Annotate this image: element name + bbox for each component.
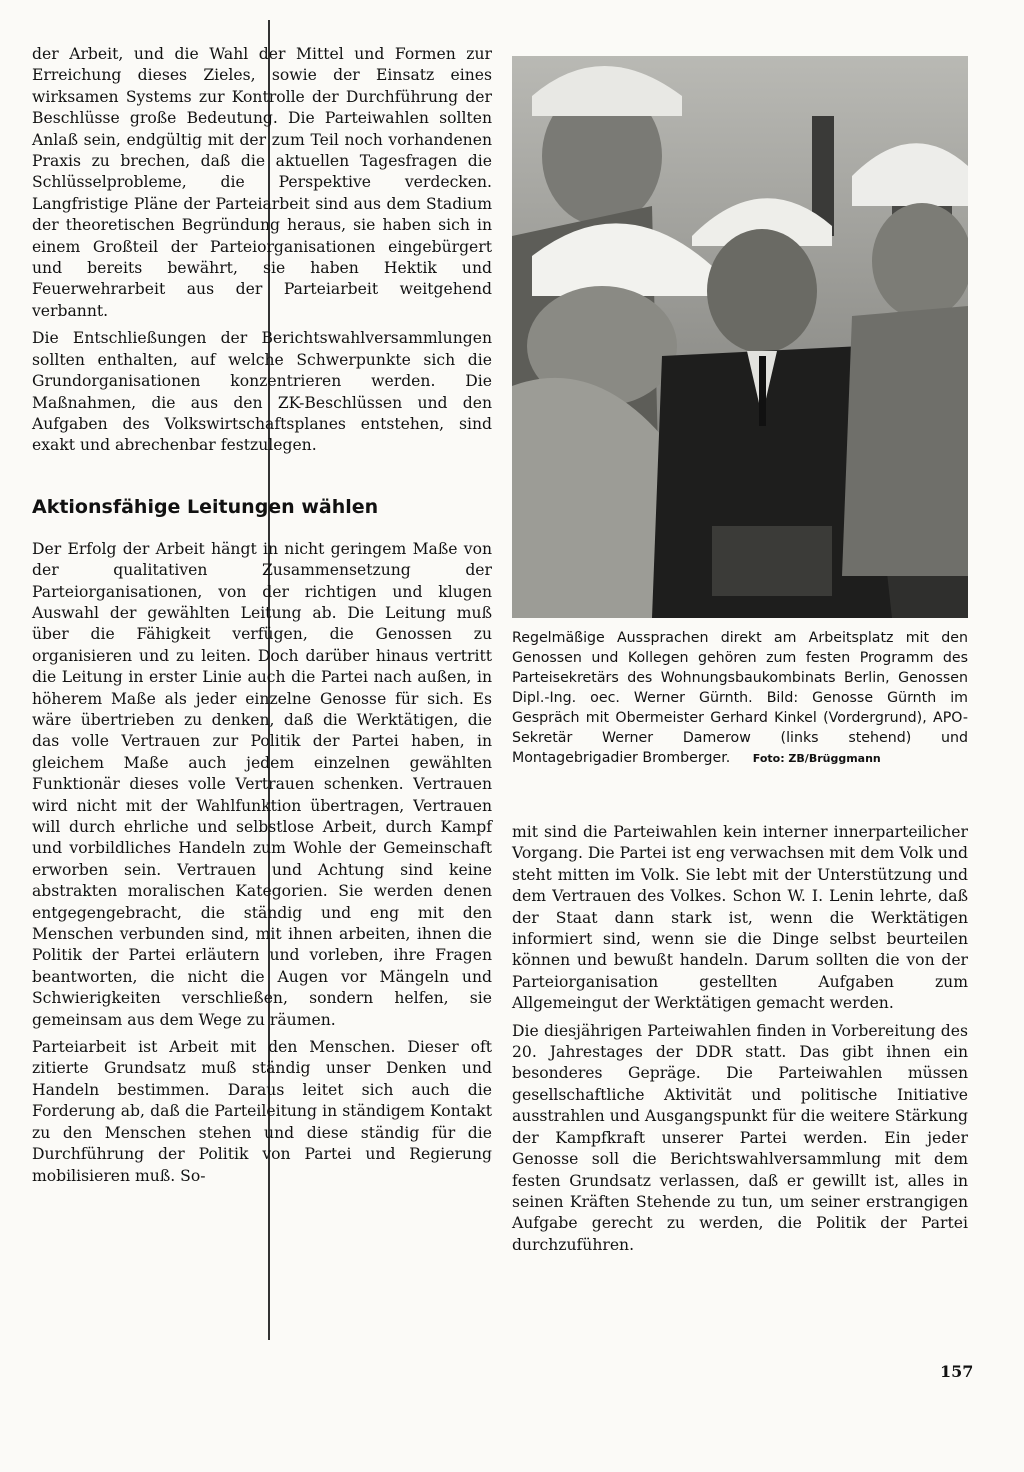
left-column [32,44,492,1193]
photo-caption [512,628,968,769]
paragraph: Der Erfolg der Arbeit hängt in nicht geringem Maße von der qualitativen Zusammensetzung der Parteiorganisationen, von der richtigen und klugen Auswahl der gewählten Leitung ab. Die Leitung muß über die Fähigkeit verfügen, die Genossen zu organisieren und zu leiten. Doch darüber hinaus vertritt die Leitung in erster Linie auch die Partei nach außen, in höherem Maße als jeder einzelne Genosse für sich. Es wäre übertrieben zu denken, daß die Werktätigen, die das volle Vertrauen zur Politik der Partei haben, in gleichem Maße auch jedem einzelnen gewählten Funktionär dieses volle Vertrauen schenken. Vertrauen wird nicht mit der Wahlfunktion übertragen, Vertrauen will durch ehrliche und selbstlose Arbeit, durch Kampf und vorbildliches Handeln zum Wohle der Gemeinschaft erworben sein. Vertrauen und Achtung sind keine abstrakten moralischen Kategorien. Sie werden denen entgegengebracht, die ständig und eng mit den Menschen verbunden sind, mit ihnen arbeiten, ihnen die Politik der Partei erläutern und vorleben, ihre Fragen beantworten, die nicht die Augen vor Mängeln und Schwierigkeiten verschließen, sondern helfen, sie gemeinsam aus dem Wege zu räumen. [32,539,492,1029]
section-heading: Aktionsfähige Leitungen wählen [32,495,379,518]
paragraph: Die Entschließungen der Berichtswahlversammlungen sollten enthalten, auf welche Schwerpunkte sich die Grundorganisationen konzentrieren werden. Die Maßnahmen, die aus den ZK-Beschlüssen und den Aufgaben des Volkswirtschaftsplanes entstehen, sind exakt und abrechenbar festzulegen. [32,329,492,455]
right-column [512,822,968,1262]
caption-text: Regelmäßige Aussprachen direkt am Arbeitsplatz mit den Genossen und Kollegen gehören zum festen Programm des Parteisekretärs des Wohnungsbaukombinats Berlin, Genossen Dipl.-Ing. oec. Werner Gürnth. Bild: Genosse Gürnth im Gespräch mit Obermeister Gerhard Kinkel (Vordergrund), APO-Sekretär Werner Damerow (links stehend) und Montagebrigadier Bromberger. [512,630,968,766]
paragraph: Parteiarbeit ist Arbeit mit den Menschen. Dieser oft zitierte Grundsatz muß ständig unser Denken und Handeln bestimmen. Daraus leitet sich auch die Forderung ab, daß die Parteileitung in ständigem Kontakt zu den Menschen stehen und diese ständig für die Durchführung der Politik von Partei und Regierung mobilisieren muß. So- [32,1038,492,1185]
news-photo [512,56,968,618]
paragraph: Die diesjährigen Parteiwahlen finden in Vorbereitung des 20. Jahrestages der DDR statt. Das gibt ihnen ein besonderes Gepräge. Die Parteiwahlen müssen gesellschaftliche Aktivität und politische Initiative ausstrahlen und Ausgangspunkt für die weitere Stärkung der Kampfkraft unserer Partei werden. Ein jeder Genosse soll die Berichtswahlversammlung mit dem festen Grundsatz verlassen, daß er gewillt ist, alles in seinen Kräften Stehende zu tun, um seiner erstrangigen Aufgabe gerecht zu werden, die Politik der Partei durchzuführen. [512,1021,968,1254]
paragraph: mit sind die Parteiwahlen kein interner innerparteilicher Vorgang. Die Partei ist eng verwachsen mit dem Volk und steht mitten im Volk. Sie lebt mit der Unterstützung und dem Vertrauen des Volkes. Schon W. I. Lenin lehrte, daß der Staat dann stark ist, wenn die Werktätigen informiert sind, wenn sie die Dinge selbst beurteilen können und bewußt handeln. Darum sollten die von der Parteiorganisation gestellten Aufgaben zum Allgemeingut der Werktätigen gemacht werden. [512,823,968,1013]
photo-credit: Foto: ZB/Brüggmann [752,752,881,765]
page-number: 157 [940,1362,974,1381]
paragraph: der Arbeit, und die Wahl der Mittel und Formen zur Erreichung dieses Zieles, sowie der Einsatz eines wirksamen Systems zur Kontrolle der Durchführung der Beschlüsse große Bedeutung. Die Parteiwahlen sollten Anlaß sein, endgültig mit der zum Teil noch vorhandenen Praxis zu brechen, daß die aktuellen Tagesfragen die Schlüsselprobleme, die Perspektive verdecken. Langfristige Pläne der Parteiarbeit sind aus dem Stadium der theoretischen Begründung heraus, sie haben sich in einem Großteil der Parteiorganisationen eingebürgert und bereits bewährt, sie haben Hektik und Feuerwehrarbeit aus der Parteiarbeit weitgehend verbannt. [32,45,492,320]
